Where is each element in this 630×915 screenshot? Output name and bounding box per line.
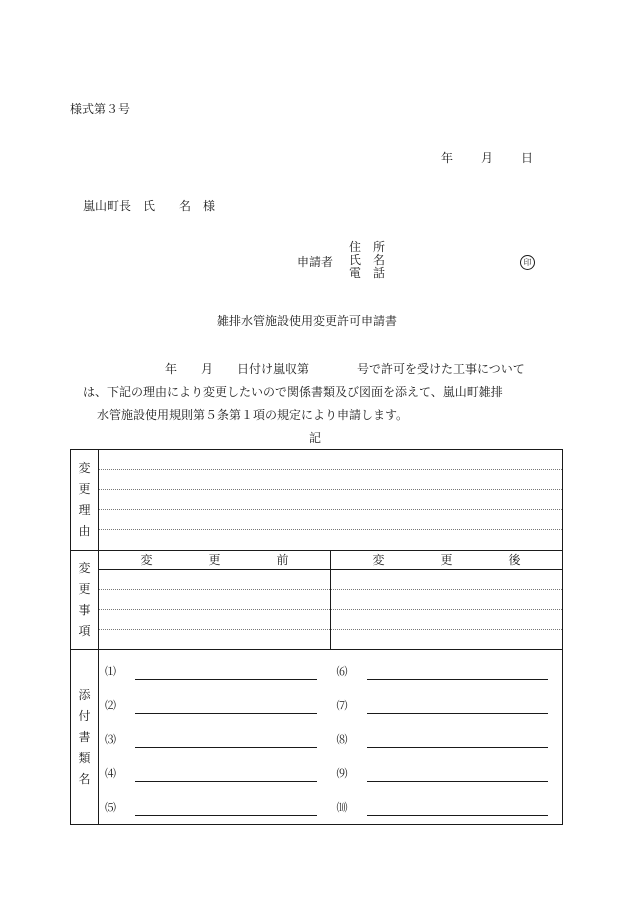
attach-number: ⑽ [336,801,348,814]
applicant-label: 申請者 [297,255,334,269]
body-text [83,358,563,427]
date-day: 日 [521,151,534,165]
attach-row[interactable] [331,654,563,688]
document-title: 雑排水管施設使用変更許可申請書 [217,314,398,328]
body-line-2: は、下記の理由により変更したいので関係書類及び図面を添えて、嵐山町雑排 [83,385,503,399]
attach-row[interactable] [99,756,331,790]
attach-number: ⑵ [105,699,116,712]
items-label-cell [71,551,99,650]
attach-row[interactable] [331,688,563,722]
date-year: 年 [441,151,454,165]
before-change-header: 変 更 前 [99,551,330,570]
attach-label-cell [71,650,99,825]
date-line [441,152,533,164]
applicant-name-label: 氏 名 [349,253,386,267]
body-line-3: 水管施設使用規則第５条第１項の規定により申請します。 [97,408,409,422]
addressee: 嵐山町長 氏 名 様 [83,199,216,213]
applicant-fields [349,241,385,280]
attach-row[interactable] [331,790,563,824]
attach-number: ⑶ [105,733,116,746]
reason-label-cell [71,450,99,551]
attach-label: 添付書類名 [78,687,91,786]
attach-number: ⑷ [105,767,116,780]
date-month: 月 [481,151,494,165]
applicant-phone-label: 電 話 [349,266,386,280]
attach-row[interactable] [99,790,331,824]
attach-number: ⑺ [336,699,348,712]
attach-number: ⑼ [336,767,348,780]
attach-left-column [99,654,331,824]
body-line-1: 年 月 日付け嵐収第 号で許可を受けた工事について [165,362,525,376]
reason-label: 変更理由 [78,461,91,538]
after-change-cell[interactable] [331,551,563,650]
seal-mark: 印 [520,255,535,270]
attach-row[interactable] [99,654,331,688]
before-change-cell[interactable] [99,551,331,650]
attach-list-area [99,650,563,825]
attach-row[interactable] [99,722,331,756]
application-table [70,449,563,825]
attach-row[interactable] [331,756,563,790]
attach-right-column [331,654,563,824]
attach-number: ⑹ [336,665,348,678]
after-change-header: 変 更 後 [331,551,562,570]
attach-number: ⑻ [336,733,348,746]
attach-row[interactable] [99,688,331,722]
attach-number: ⑸ [105,801,116,814]
reason-input-area[interactable] [99,450,563,551]
ki-heading: 記 [309,431,322,445]
items-label: 変更事項 [78,561,91,638]
attach-row[interactable] [331,722,563,756]
attach-number: ⑴ [105,665,116,678]
form-number: 様式第３号 [70,102,131,116]
applicant-address-label: 住 所 [349,240,386,254]
